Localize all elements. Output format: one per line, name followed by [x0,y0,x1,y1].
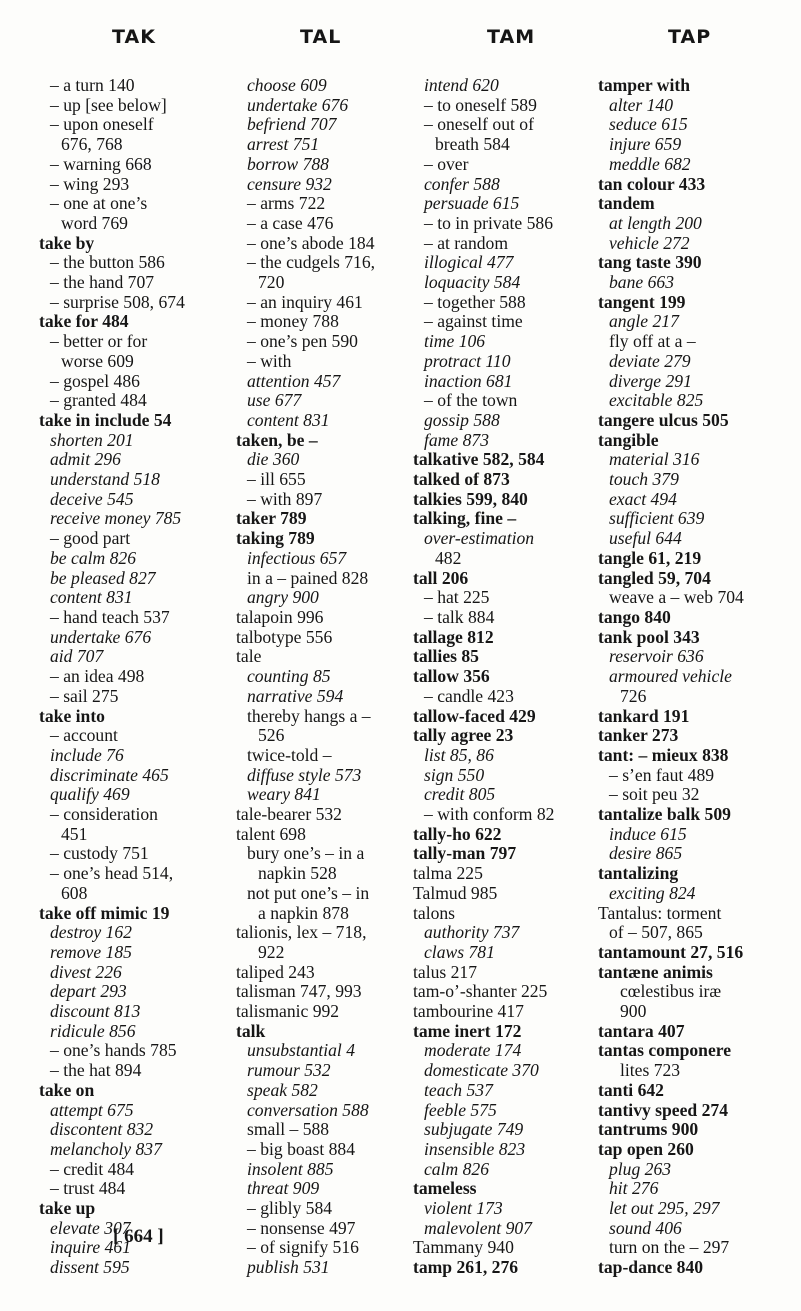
index-entry: – against time [424,311,523,332]
index-entry: talbotype 556 [236,626,333,647]
index-entry: moderate 174 [424,1040,522,1061]
index-entry: thereby hangs a – [247,705,371,726]
index-entry: – glibly 584 [247,1198,333,1219]
index-entry: dissent 595 [50,1257,130,1278]
index-entry: – big boast 884 [247,1138,356,1159]
index-entry: publish 531 [247,1257,330,1278]
index-entry: deviate 279 [609,350,691,371]
index-entry: Tantalus: torment [598,902,722,923]
index-entry: intend 620 [424,75,499,95]
index-entry: insensible 823 [424,1138,526,1159]
index-entry: tangle 61, 219 [598,547,702,568]
index-entry: loquacity 584 [424,272,521,293]
index-entry: 608 [61,882,88,903]
index-entry: – upon oneself [50,114,154,135]
index-entry: confer 588 [424,173,500,194]
index-entry: tangible [598,429,659,450]
index-entry: – a case 476 [247,212,334,233]
index-entry: tall 206 [413,567,469,588]
index-entry: at length 200 [609,212,702,233]
index-entry: napkin 528 [258,863,337,884]
index-entry: – over [424,153,469,174]
index-entry: word 769 [61,212,128,233]
index-entry: 676, 768 [61,134,123,155]
index-entry: – at random [424,232,509,253]
index-entry: – good part [50,528,131,549]
index-entry: – a turn 140 [50,75,135,95]
index-entry: – ill 655 [247,469,306,490]
index-entry: – one’s head 514, [50,863,174,884]
index-entry: qualify 469 [50,784,130,805]
index-entry: bury one’s – in a [247,843,365,864]
index-entry: 482 [435,547,462,568]
index-entry: – better or for [50,331,148,352]
index-entry: – nonsense 497 [247,1217,356,1238]
index-entry: – up [see below] [50,94,167,115]
index-entry: infectious 657 [247,547,347,568]
index-entry: protract 110 [424,350,511,371]
index-entry: tan colour 433 [598,173,706,194]
index-entry: material 316 [609,449,700,470]
index-entry: – surprise 508, 674 [50,291,185,312]
index-entry: tantalize balk 509 [598,804,731,825]
index-entry: sound 406 [609,1217,682,1238]
index-entry: melancholy 837 [50,1138,162,1159]
index-entry: tallow-faced 429 [413,705,536,726]
index-entry: breath 584 [435,134,510,155]
index-entry: taken, be – [236,429,318,450]
index-entry: tant: – mieux 838 [598,744,729,765]
index-entry: taking 789 [236,528,315,549]
index-entry: tam-o’-shanter 225 [413,981,548,1002]
index-entry: illogical 477 [424,252,514,273]
index-entry: 922 [258,941,285,962]
index-entry: – hand teach 537 [50,606,170,627]
index-entry: divest 226 [50,961,122,982]
index-entry: talkies 599, 840 [413,488,528,509]
index-entry: tamper with [598,75,691,95]
index-entry: attempt 675 [50,1099,134,1120]
index-entry: tale [236,646,262,667]
index-entry: a napkin 878 [258,902,349,923]
index-entry: – sail 275 [50,685,119,706]
index-entry: threat 909 [247,1178,320,1199]
index-entry: – arms 722 [247,193,326,214]
index-entry: – s’en faut 489 [609,764,715,785]
index-entry: take in include 54 [39,409,172,430]
index-entry: Talmud 985 [413,882,498,903]
index-entry: reservoir 636 [609,646,704,667]
index-entry: discontent 832 [50,1119,154,1140]
index-entry: take on [39,1079,95,1100]
index-entry: induce 615 [609,823,687,844]
index-entry: – with 897 [247,488,323,509]
index-entry: narrative 594 [247,685,344,706]
index-entry: take off mimic 19 [39,902,170,923]
index-entry: small – 588 [247,1119,330,1140]
index-entry: – custody 751 [50,843,149,864]
index-entry: inquire 461 [50,1237,131,1258]
index-entry: depart 293 [50,981,127,1002]
index-entry: tankard 191 [598,705,690,726]
index-entry: tally agree 23 [413,725,514,746]
index-entry: censure 932 [247,173,332,194]
index-entry: lites 723 [620,1060,681,1081]
index-entry: insolent 885 [247,1158,334,1179]
index-entry: time 106 [424,331,486,352]
running-head-2: TAL [300,26,342,48]
index-entry: counting 85 [247,666,331,687]
index-entry: twice-told – [247,744,332,765]
index-entry: tantalizing [598,863,679,884]
index-entry: unsubstantial 4 [247,1040,356,1061]
index-entry: tantara 407 [598,1020,685,1041]
index-entry: calm 826 [424,1158,489,1179]
index-entry: – to oneself 589 [424,94,537,115]
index-entry: feeble 575 [424,1099,497,1120]
index-entry: tantas componere [598,1040,732,1061]
index-entry: weave a – web 704 [609,587,744,608]
index-entry: be pleased 827 [50,567,156,588]
index-entry: hit 276 [609,1178,659,1199]
index-entry: diverge 291 [609,370,692,391]
index-entry: tap-dance 840 [598,1257,704,1278]
index-entry: undertake 676 [50,626,152,647]
index-entry: 726 [620,685,647,706]
index-entry: – together 588 [424,291,526,312]
index-entry: tanker 273 [598,725,679,746]
index-entry: teach 537 [424,1079,493,1100]
index-entry: 720 [258,272,285,293]
index-entry: tangled 59, 704 [598,567,711,588]
index-entry: meddle 682 [609,153,691,174]
index-entry: tang taste 390 [598,252,702,273]
index-entry: tanti 642 [598,1079,664,1100]
index-entry: credit 805 [424,784,496,805]
index-entry: – candle 423 [424,685,514,706]
index-entry: list 85, 86 [424,744,494,765]
index-entry: of – 507, 865 [609,922,703,943]
index-entry: tally-man 797 [413,843,517,864]
index-entry: – wing 293 [50,173,130,194]
index-entry: diffuse style 573 [247,764,362,785]
index-entry: discount 813 [50,1001,141,1022]
index-entry: malevolent 907 [424,1217,532,1238]
index-entry: let out 295, 297 [609,1198,720,1219]
index-entry: take by [39,232,95,253]
index-entry: ridicule 856 [50,1020,136,1041]
index-entry: excitable 825 [609,390,704,411]
index-entry: undertake 676 [247,94,349,115]
index-entry: – credit 484 [50,1158,135,1179]
index-entry: content 831 [50,587,133,608]
index-entry: – oneself out of [424,114,534,135]
index-entry: – one’s pen 590 [247,331,358,352]
index-entry: not put one’s – in [247,882,370,903]
index-entry: over-estimation [424,528,535,549]
index-entry: inaction 681 [424,370,513,391]
index-entry: speak 582 [247,1079,318,1100]
index-entry: tambourine 417 [413,1001,524,1022]
index-entry: destroy 162 [50,922,132,943]
index-entry: receive money 785 [50,508,182,529]
index-entry: content 831 [247,409,330,430]
index-entry: taker 789 [236,508,307,529]
index-entry: shorten 201 [50,429,134,450]
index-entry: – with conform 82 [424,804,555,825]
index-entry: tantrums 900 [598,1119,699,1140]
index-entry: angry 900 [247,587,319,608]
index-entry: – with [247,350,292,371]
index-entry: take into [39,705,105,726]
index-entry: worse 609 [61,350,134,371]
index-entry: alter 140 [609,94,674,115]
index-entry: talus 217 [413,961,478,982]
index-entry: desire 865 [609,843,683,864]
index-entry: discriminate 465 [50,764,169,785]
index-entry: aid 707 [50,646,104,667]
index-entry: angle 217 [609,311,679,332]
index-column-2 [236,76,375,1278]
index-entry: tango 840 [598,606,671,627]
index-entry: – of signify 516 [247,1237,359,1258]
index-entry: cœlestibus iræ [620,981,722,1002]
index-entry: 900 [620,1001,647,1022]
index-entry: sufficient 639 [609,508,705,529]
index-entry: – an idea 498 [50,666,145,687]
index-entry: taliped 243 [236,961,315,982]
index-entry: useful 644 [609,528,682,549]
index-entry: – hat 225 [424,587,490,608]
index-entry: weary 841 [247,784,321,805]
index-entry: armoured vehicle [609,666,732,687]
index-entry: tamp 261, 276 [413,1257,519,1278]
index-entry: gossip 588 [424,409,500,430]
index-entry: talkative 582, 584 [413,449,545,470]
index-column-3 [413,76,554,1278]
index-entry: bane 663 [609,272,674,293]
index-entry: claws 781 [424,941,495,962]
index-entry: injure 659 [609,134,682,155]
index-entry: deceive 545 [50,488,134,509]
index-entry: befriend 707 [247,114,337,135]
index-entry: tap open 260 [598,1138,694,1159]
index-entry: seduce 615 [609,114,688,135]
index-entry: talking, fine – [413,508,517,529]
index-entry: – the hat 894 [50,1060,142,1081]
running-head-1: TAK [112,26,156,48]
index-entry: fly off at a – [609,331,696,352]
index-entry: – an inquiry 461 [247,291,363,312]
index-entry: tallow 356 [413,666,490,687]
index-entry: touch 379 [609,469,679,490]
index-entry: exciting 824 [609,882,696,903]
index-entry: talismanic 992 [236,1001,340,1022]
index-entry: – granted 484 [50,390,147,411]
index-entry: – of the town [424,390,518,411]
index-entry: borrow 788 [247,153,329,174]
running-head-3: TAM [487,26,536,48]
index-column-4 [598,76,744,1278]
running-heads [0,26,801,56]
index-entry: talisman 747, 993 [236,981,362,1002]
index-entry: – warning 668 [50,153,152,174]
index-entry: attention 457 [247,370,341,391]
index-entry: – trust 484 [50,1178,126,1199]
index-entry: elevate 307 [50,1217,131,1238]
index-entry: – soit peu 32 [609,784,700,805]
index-entry: tandem [598,193,655,214]
index-entry: – one’s abode 184 [247,232,375,253]
index-entry: choose 609 [247,75,327,95]
index-entry: – money 788 [247,311,339,332]
index-entry: tangent 199 [598,291,686,312]
index-entry: 451 [61,823,88,844]
index-entry: – to in private 586 [424,212,553,233]
index-entry: tallies 85 [413,646,479,667]
index-entry: 526 [258,725,285,746]
index-entry: talent 698 [236,823,306,844]
index-entry: – the hand 707 [50,272,155,293]
index-entry: tale-bearer 532 [236,804,342,825]
index-entry: – account [50,725,118,746]
index-entry: – one at one’s [50,193,148,214]
index-entry: vehicle 272 [609,232,690,253]
index-entry: die 360 [247,449,300,470]
index-entry: rumour 532 [247,1060,331,1081]
index-entry: violent 173 [424,1198,503,1219]
index-entry: – the button 586 [50,252,165,273]
index-entry: conversation 588 [247,1099,369,1120]
index-entry: use 677 [247,390,302,411]
index-entry: tallage 812 [413,626,494,647]
index-entry: sign 550 [424,764,485,785]
index-entry: – gospel 486 [50,370,140,391]
index-entry: tally-ho 622 [413,823,502,844]
index-entry: tangere ulcus 505 [598,409,729,430]
index-entry: talons [413,902,456,923]
index-column-1 [39,76,185,1278]
index-entry: exact 494 [609,488,677,509]
index-entry: persuade 615 [424,193,520,214]
index-entry: – the cudgels 716, [247,252,376,273]
index-entry: talked of 873 [413,469,510,490]
index-entry: tameless [413,1178,477,1199]
index-entry: tantæne animis [598,961,713,982]
index-entry: in a – pained 828 [247,567,369,588]
running-head-4: TAP [668,26,712,48]
index-entry: – talk 884 [424,606,495,627]
index-entry: – consideration [50,804,158,825]
index-entry: – one’s hands 785 [50,1040,177,1061]
index-entry: domesticate 370 [424,1060,539,1081]
index-entry: tame inert 172 [413,1020,522,1041]
index-entry: include 76 [50,744,124,765]
index-entry: plug 263 [609,1158,672,1179]
index-entry: fame 873 [424,429,489,450]
index-entry: tantamount 27, 516 [598,941,744,962]
index-entry: take up [39,1198,96,1219]
index-entry: admit 296 [50,449,121,470]
index-entry: talma 225 [413,863,483,884]
index-entry: Tammany 940 [413,1237,514,1258]
index-entry: talapoin 996 [236,606,324,627]
index-entry: tantivy speed 274 [598,1099,729,1120]
index-entry: arrest 751 [247,134,320,155]
page-number: [ 664 ] [113,1226,164,1247]
index-entry: understand 518 [50,469,160,490]
index-entry: take for 484 [39,311,129,332]
index-entry: turn on the – 297 [609,1237,730,1258]
index-entry: remove 185 [50,941,132,962]
index-entry: subjugate 749 [424,1119,524,1140]
index-entry: be calm 826 [50,547,136,568]
index-entry: talk [236,1020,266,1041]
index-entry: talionis, lex – 718, [236,922,367,943]
index-entry: tank pool 343 [598,626,700,647]
index-entry: authority 737 [424,922,520,943]
